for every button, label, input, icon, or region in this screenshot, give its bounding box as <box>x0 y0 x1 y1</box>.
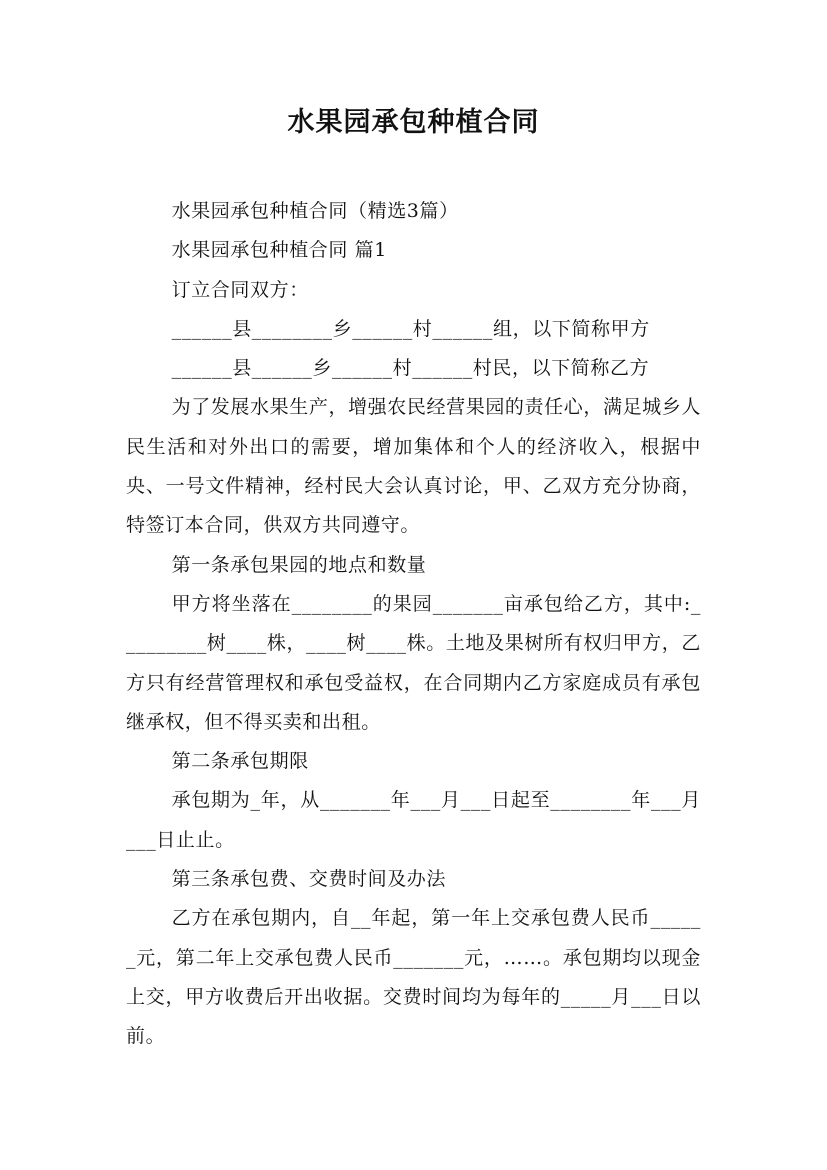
paragraph-party-a: ______县________乡______村______组，以下简称甲方 <box>171 317 650 340</box>
paragraph-party-b: ______县______乡______村______村民，以下简称乙方 <box>171 357 650 380</box>
paragraph-article-1-heading: 第一条承包果园的地点和数量 <box>171 553 427 576</box>
paragraph-article-2-heading: 第二条承包期限 <box>171 750 309 773</box>
document-body <box>126 192 701 1057</box>
paragraph-article-3-body: 乙方在承包期内，自__年起，第一年上交承包费人民币______元，第二年上交承包费人民币_______元，……。承包期均以现金上交，甲方收费后开出收据。交费时间均为每年的_____月___日以前。 <box>126 907 701 1048</box>
paragraph-article-3-heading: 第三条承包费、交费时间及办法 <box>171 868 446 891</box>
paragraph-article-2-body: 承包期为_年，从_______年___月___日起至________年___月___日止止。 <box>126 789 701 851</box>
document-title: 水果园承包种植合同 <box>287 107 540 138</box>
paragraph-subtitle: 水果园承包种植合同（精选3篇） <box>171 200 459 222</box>
paragraph-section-heading: 水果园承包种植合同 篇1 <box>171 239 387 262</box>
paragraph-parties-intro: 订立合同双方： <box>171 278 309 301</box>
paragraph-purpose: 为了发展水果生产，增强农民经营果园的责任心，满足城乡人民生活和对外出口的需要，增加集体和个人的经济收入，根据中央、一号文件精神，经村民大会认真讨论，甲、乙双方充分协商，特签订本合同，供双方共同遵守。 <box>126 396 701 537</box>
paragraph-article-1-body: 甲方将坐落在________的果园_______亩承包给乙方，其中:_________树____株，____树____株。土地及果树所有权归甲方，乙方只有经营管理权和承包受益权，在合同期内乙方家庭成员有承包继承权，但不得买卖和出租。 <box>126 592 701 733</box>
